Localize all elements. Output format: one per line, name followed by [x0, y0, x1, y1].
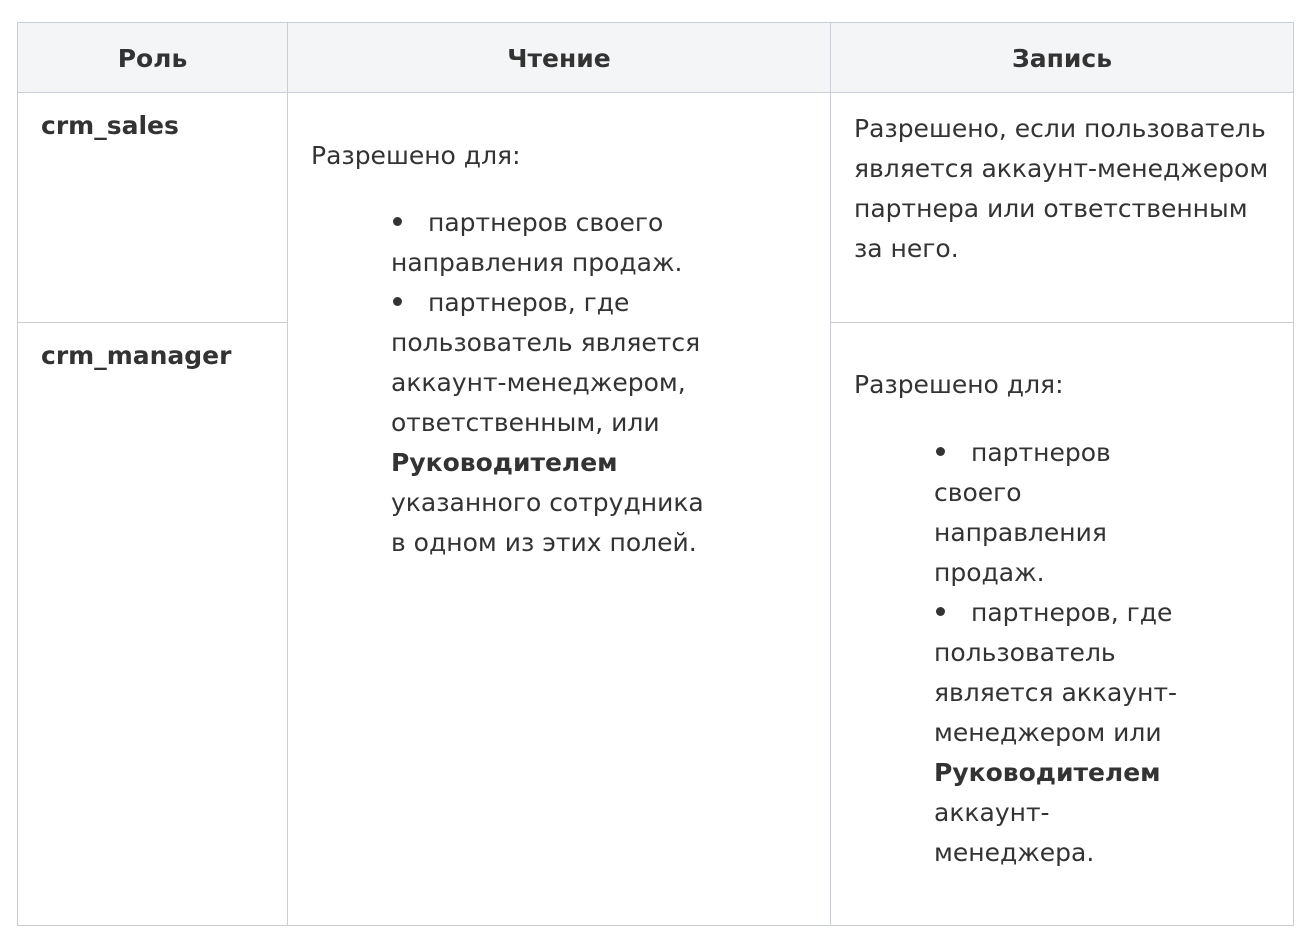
bullet-icon: [393, 297, 402, 306]
header-write: Запись: [1011, 44, 1113, 73]
bold-term: Руководителем: [934, 758, 1161, 787]
write-manager-intro: Разрешено для:: [854, 370, 1064, 399]
role-crm-manager: crm_manager: [41, 341, 232, 370]
list-item: партнеров своего направления продаж.: [391, 208, 683, 277]
header-role: Роль: [117, 44, 188, 73]
row-divider-role: [18, 322, 287, 323]
row-divider-write: [830, 322, 1293, 323]
write-crm-sales: Разрешено, если пользователь является аккаунт-менеджером партнера или ответственным за него.: [854, 114, 1269, 263]
column-divider-1: [287, 23, 288, 925]
bullet-icon: [936, 447, 945, 456]
read-intro: Разрешено для:: [311, 141, 521, 170]
bullet-icon: [393, 217, 402, 226]
column-divider-2: [830, 23, 831, 925]
bullet-icon: [936, 607, 945, 616]
permissions-table: [17, 22, 1294, 926]
read-permissions-list: [391, 203, 721, 563]
bold-term: Руководителем: [391, 448, 618, 477]
list-item: партнеров своего направления продаж.: [934, 438, 1111, 587]
write-manager-list: [934, 433, 1184, 873]
list-item: партнеров, где пользователь является аккаунт-менеджером, ответственным, или Руководителем указанного сотрудника в одном из этих полей.: [391, 288, 704, 557]
list-item: партнеров, где пользователь является аккаунт-менеджером или Руководителем аккаунт-менеджера.: [934, 598, 1178, 867]
header-divider: [18, 92, 1293, 93]
role-crm-sales: crm_sales: [41, 111, 179, 140]
header-read: Чтение: [507, 44, 611, 73]
